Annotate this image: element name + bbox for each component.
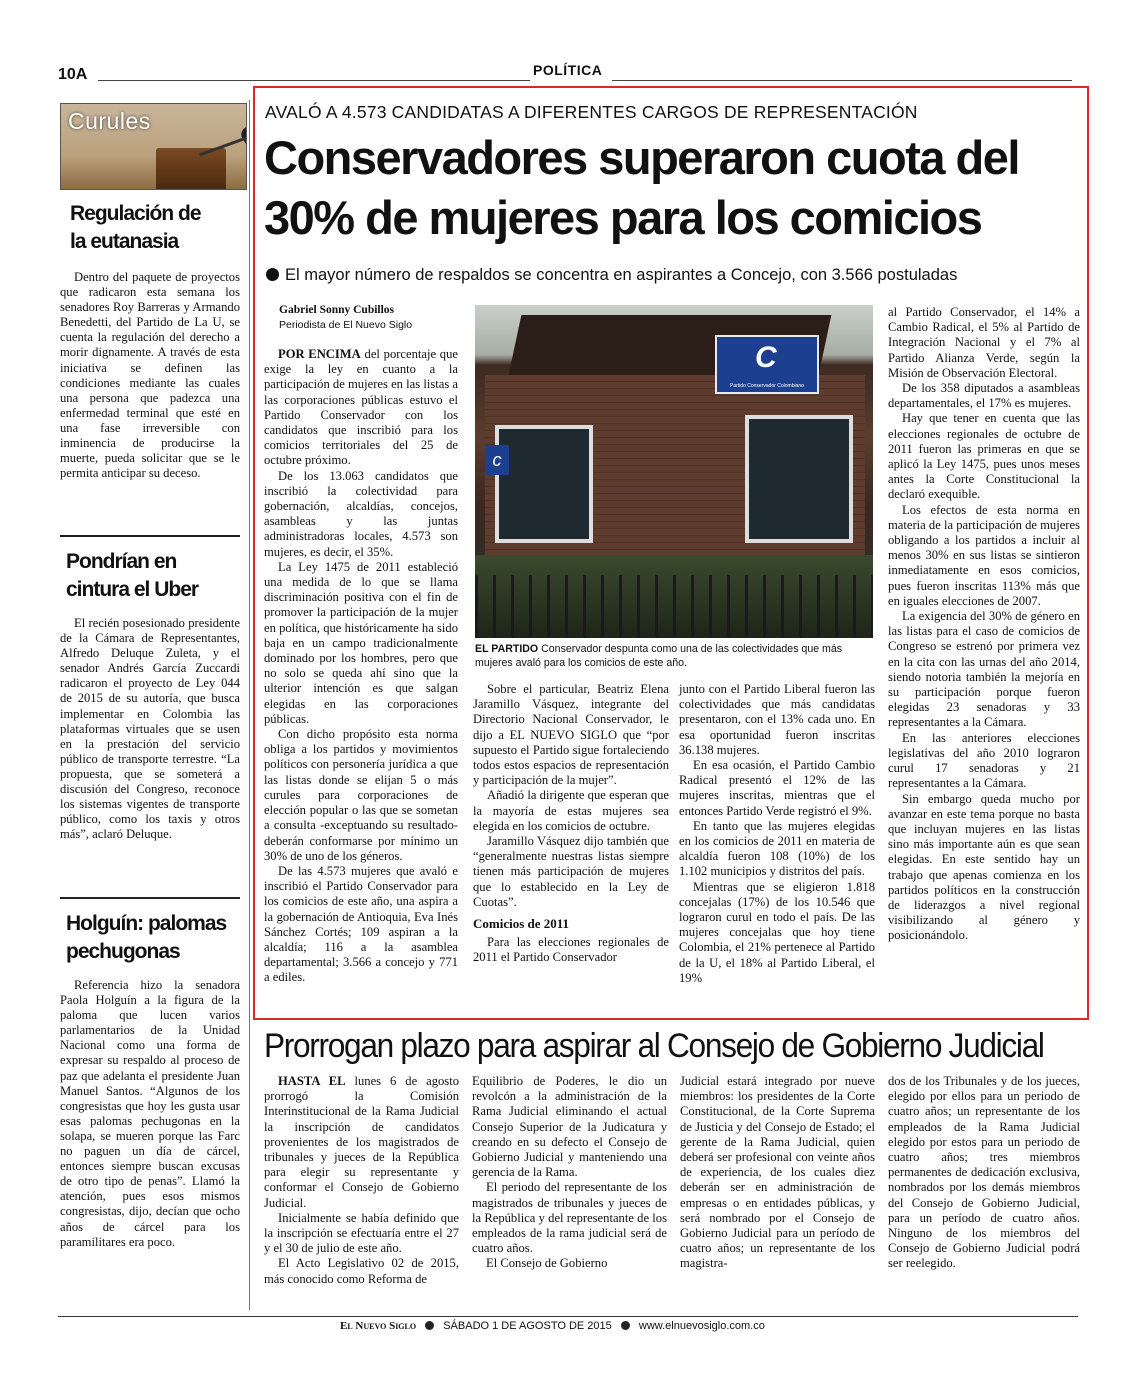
party-sign xyxy=(715,335,819,394)
second-col-3: Judicial estará integrado por nueve miembros: los presidentes de la Corte Constitucional, de la Corte Suprema de Justicia y del Consejo de Estado; el gerente de la Rama Judicial, quien deberá ser profesional con veinte años de experiencia, de los cuales diez deberán ser en administración de empresas o en entidades públicas, y será nombrado por el Consejo de Gobierno Judicial para un período de cuatro años; un representante de los magistra- xyxy=(680,1074,875,1271)
footer-rule xyxy=(58,1316,1078,1317)
curules-banner xyxy=(60,103,247,190)
window-right xyxy=(745,415,853,543)
sidebar-item-eutanasia xyxy=(60,200,240,481)
sidebar-column-rule xyxy=(249,100,250,1310)
sidebar-item-title: Holguín: palomas pechugonas xyxy=(66,912,227,963)
podium-icon xyxy=(156,148,226,189)
second-col-4: dos de los Tribunales y de los jueces, elegido por ellos para un periodo de cuatro años; un representante de los empleados de la Rama Judicial elegido por estos para un periodo de cuatro años; tres miembros permanentes de dedicación exclusiva, nombrados por los demás miembros del Consejo de Gobierno Judicial, para un período de cuatro años. Ninguno de los miembros del Consejo de Gobierno Judicial podrá ser reelegido. xyxy=(888,1074,1080,1271)
curules-label: Curules xyxy=(68,108,151,134)
main-col-4: al Partido Conservador, el 14% a Cambio Radical, el 5% al Partido de Integración Nacional y el 7% al Partido Alianza Verde, según la Misión de Observación Electoral. De los 358 diputados a asambleas departamentales, el 17% es mujeres. Hay que tener en cuenta que las elecciones regionales de octubre de 2011 fueron las primeras en que se aplicó la Ley 1475, pues unos meses antes la Corte Constitucional la declaró exequible. Los efectos de esta norma en materia de la participación de mujeres obligando a los partidos a incluir al menos 30% en sus listas se sintieron inmediatamente en esos comicios, pues fueron inscritas 113% más que en iguales elecciones de 2007. La exigencia del 30% de género en las listas para el caso de comicios de Congreso se estrenó por primera vez en la cita con las urnas del año 2014, siendo notoria también la mejoría en su participación porque fueron elegidas 23 senadoras y 33 representantes a la Cámara. En las anteriores elecciones legislativas del año 2010 lograron curul 17 senadoras y 21 representantes a la Cámara. Sin embargo queda mucho por avanzar en este tema porque no basta que incluyan mujeres en las listas sino más importante aún es que sean elegidas. En este sentido hay un trabajo que apenas comienza en los partidos políticos en la construcción de liderazgos a nivel regional visibilizando al género y posicionándolo. xyxy=(888,305,1080,943)
sidebar-item-text: Dentro del paquete de proyectos que radicaron esta semana los senadores Roy Barreras y Armando Benedetti, del Partido de La U, se cuenta la regulación del derecho a morir dignamente. A través de esta iniciativa se definen las condiciones mediante las cuales una persona que padezca una enfermedad terminal que esté en una fase irreversible con inminencia de producirse la muerte, pueda solicitar que se le permita anticipar su deceso. xyxy=(60,270,240,481)
main-headline xyxy=(264,128,1074,248)
photo-caption: EL PARTIDO Conservador despunta como una de las colectividades que más mujeres avaló para los comicios de este año. xyxy=(475,643,843,669)
footer xyxy=(340,1320,765,1332)
second-headline: Prorrogan plazo para aspirar al Consejo de Gobierno Judicial xyxy=(264,1027,1044,1065)
party-logo-icon: C xyxy=(755,341,777,374)
footer-url[interactable]: www.elnuevosiglo.com.co xyxy=(638,1320,765,1332)
footer-dot-icon xyxy=(621,1321,630,1330)
small-logo-icon: c xyxy=(485,445,509,475)
header-rule-left xyxy=(98,80,530,81)
fence xyxy=(475,575,873,638)
footer-brand: El Nuevo Siglo xyxy=(340,1320,417,1332)
sidebar-divider xyxy=(60,897,240,899)
lead-paragraph: HASTA EL lunes 6 de agosto prorrogó la Comisión Interinstitucional de la Rama Judicial la inscripción de candidatos provenientes de los magistrados de tribunales y jueces de la República para elegir su representante y conformar el Consejo de Gobierno Judicial. xyxy=(264,1074,459,1210)
sidebar-divider xyxy=(60,535,240,537)
headline-line1: Conservadores superaron cuota del xyxy=(264,131,1019,184)
window-left xyxy=(495,425,593,543)
main-col-2: Sobre el particular, Beatriz Elena Jaramillo Vásquez, integrante del Directorio Nacional Conservador, le dijo a EL NUEVO SIGLO que “por supuesto el Partido sigue fortaleciendo todos estos espacios de representación y participación de la mujer”. Añadió la dirigente que esperan que la mayoría de estas mujeres sea elegida en los comicios de octubre. Jaramillo Vásquez dijo también que “generalmente nuestras listas siempre tienen más participación de mujeres que lo establecido en la Ley de Cuotas”. Comicios de 2011 Para las elecciones regionales de 2011 el Partido Conservador xyxy=(473,682,669,965)
lead-paragraph: POR ENCIMA del porcentaje que exige la ley en cuanto a la participación de mujeres en las listas a las corporaciones públicas estuvo el Partido Conservador con los candidatos que inscribió para los comicios territoriales del 25 de octubre próximo. xyxy=(264,347,458,468)
second-col-2: Equilibrio de Poderes, le dio un revolcón a la administración de la Rama Judicial eliminando el actual Consejo Superior de la Judicatura y creando en su defecto el Consejo de Gobierno Judicial y manteniendo una gerencia de la Rama. El periodo del representante de los magistrados de tribunales y jueces de la República y del representante de los empleados de la rama judicial será de cuatro años. El Consejo de Gobierno xyxy=(472,1074,667,1271)
kicker: AVALÓ A 4.573 CANDIDATAS A DIFERENTES CARGOS DE REPRESENTACIÓN xyxy=(265,102,918,122)
sidebar-item-title: Regulación de la eutanasia xyxy=(70,202,201,253)
sidebar-item-uber xyxy=(60,548,240,842)
main-col-1: POR ENCIMA del porcentaje que exige la ley en cuanto a la participación de mujeres en las listas a las corporaciones públicas estuvo el Partido Conservador con los candidatos que inscribió para los comicios territoriales del 25 de octubre próximo. De los 13.063 candidatos que inscribió la colectividad para gobernación, alcaldías, concejos, asambleas y las juntas administradoras locales, 4.573 son mujeres, es decir, el 35%. La Ley 1475 de 2011 estableció una medida de lo que se llama discriminación positiva con el fin de promover la participación de la mujer en política, que históricamente ha sido baja en un campo tradicionalmente dominado por los hombres, pero que no solo se queda ahí sino que la ulterior intención es que salgan elegidas en las corporaciones públicas. Con dicho propósito esta norma obliga a los partidos y movimientos políticos con personería jurídica a que las listas donde se elijan 5 o más curules para corporaciones de elección popular o las que se sometan a consulta -exceptuando su resultado- deberán conformarse por mínimo un 30% de uno de los géneros. De las 4.573 mujeres que avaló e inscribió el Partido Conservador para los comicios de este año, una aspira a la gobernación de Antioquia, Eva Inés Sánchez Cortés; 109 aspiran a la alcaldía; 116 a la asamblea departamental; 3.566 a concejo y 771 a ediles. xyxy=(264,347,458,985)
bullet-icon xyxy=(266,268,279,281)
footer-dot-icon xyxy=(425,1321,434,1330)
main-col-3: junto con el Partido Liberal fueron las colectividades que más candidatas presentaron, con el 13% cada uno. En esa oportunidad fueron inscritas 36.138 mujeres. En esa ocasión, el Partido Cambio Radical presentó el 12% de las mujeres inscritas, mientras que el entonces Partido Verde registró el 9%. En tanto que las mujeres elegidas en los comicios de 2011 en materia de alcaldía fueron 108 (10%) de los 1.102 municipios y distritos del país. Mientras que se eligieron 1.818 concejalas (17%) de los 10.546 que lograron curul en todo el país. De las mujeres concejalas que hoy tiene Colombia, el 21% pertenece al Partido de la U, el 18% al Partido Liberal, el 19% xyxy=(679,682,875,985)
section-label: POLÍTICA xyxy=(533,62,603,78)
subhead: Comicios de 2011 xyxy=(473,916,570,932)
header-rule-right xyxy=(612,80,1072,81)
party-house-photo xyxy=(475,305,873,638)
author-role: Periodista de El Nuevo Siglo xyxy=(279,319,413,331)
sidebar-item-text: El recién posesionado presidente de la Cámara de Representantes, Alfredo Deluque Zuleta, y el senador Andrés García Zuccardi radicaron el proyecto de Ley 044 de 2015 de su autoría, que busca implementar en Colombia las plataformas virtuales que se usen en la prestación del servicio público de transporte terrestre. “La propuesta, que se someterá a discusión del Congreso, reconoce los sistemas vigentes de transporte público, como los taxis y otros más”, aclaró Deluque. xyxy=(60,616,240,842)
footer-date: SÁBADO 1 DE AGOSTO DE 2015 xyxy=(443,1320,612,1332)
second-col-1: HASTA EL lunes 6 de agosto prorrogó la Comisión Interinstitucional de la Rama Judicial la inscripción de candidatos provenientes de los magistrados de tribunales y jueces de la República para elegir su representante y conformar el Consejo de Gobierno Judicial. Inicialmente se había definido que la inscripción se efectuaría entre el 27 y el 30 de julio de este año. El Acto Legislativo 02 de 2015, más conocido como Reforma de xyxy=(264,1074,459,1286)
author-name: Gabriel Sonny Cubillos xyxy=(279,304,395,316)
byline xyxy=(279,304,459,331)
sidebar-item-title: Pondrían en cintura el Uber xyxy=(66,550,199,601)
sidebar-item-text: Referencia hizo la senadora Paola Holguín a la figura de la paloma que lucen varios parlamentarios de la Unidad Nacional como una forma de expresar su respaldo al proceso de paz que adelanta el presidente Juan Manuel Santos. “Algunos de los congresistas que hoy les gusta usar esas palomas pechugonas en la solapa, se mueren porque las Farc no paguen un día de cárcel, entonces siempre buscan excusas de otro tipo de penas”. Llamó la atención, pues esos mismos congresistas, dijo, decían que ocho años de cárcel para los paramilitares era poco. xyxy=(60,978,240,1249)
headline-line2: 30% de mujeres para los comicios xyxy=(264,191,982,244)
party-sign-text: Partido Conservador Colombiano xyxy=(730,383,804,389)
subheadline: El mayor número de respaldos se concentra en aspirantes a Concejo, con 3.566 postuladas xyxy=(266,266,1076,285)
page-number: 10A xyxy=(58,66,88,83)
sidebar-item-holguin xyxy=(60,910,240,1250)
